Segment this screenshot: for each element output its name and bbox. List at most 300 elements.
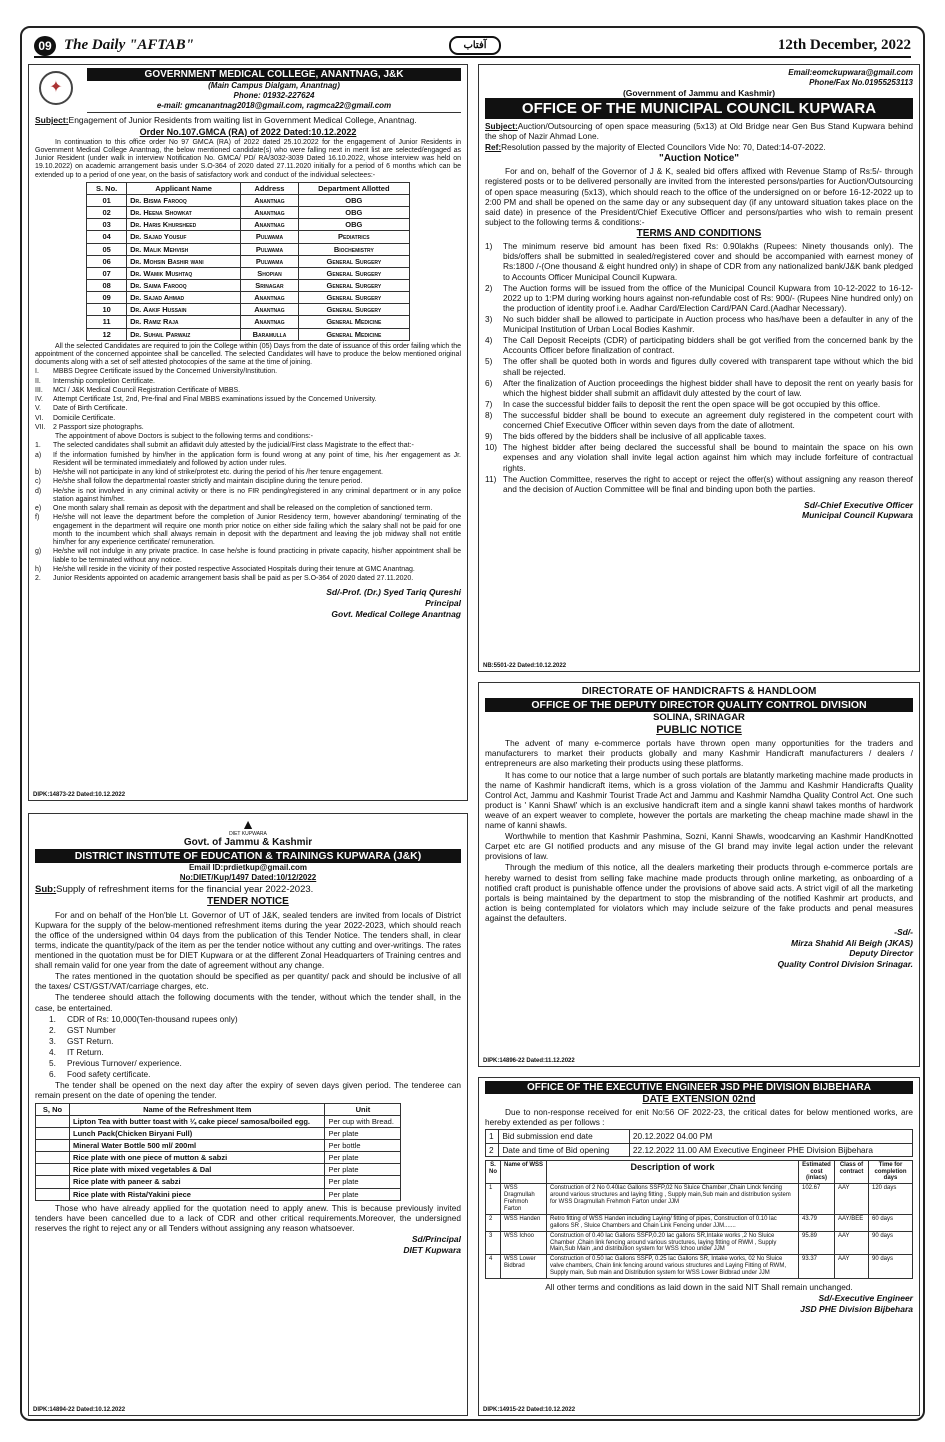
table-row-cell: 08 <box>87 279 127 291</box>
diet-p5: Those who have already applied for the quotation need to apply anew. This is because previously invited tenders have been cancelled due to a lack of CDR and other critical requirements.Moreover, the undersigned reserves the right to reject any or all Tenders without assigning any reason whatsoever. <box>35 1202 461 1233</box>
table-row-cell: 2 <box>486 1143 499 1156</box>
hand-t1: DIRECTORATE OF HANDICRAFTS & HANDLOOM <box>581 686 817 697</box>
term-item-num: 1) <box>485 241 493 252</box>
table-row <box>87 304 410 316</box>
table-row-cell: AAY/BEE <box>835 1214 869 1231</box>
table-row-cell: 20.12.2022 04.00 PM <box>629 1130 912 1143</box>
table-row-cell: Dr. Ramiz Raja <box>127 316 241 328</box>
doc-item-num: 3. <box>49 1035 56 1046</box>
term-item-text: If the information furnished by him/her in the application form is found wrong at any point of time, his /her engagement as Jr. Resident will be terminated immediately and followed by action under rules. <box>53 451 461 467</box>
gmc-order: Order No.107.GMCA (RA) of 2022 Dated:10.12.2022 <box>139 126 357 137</box>
term-item-num: 2) <box>485 282 493 293</box>
handicrafts-notice <box>478 682 920 1067</box>
table-row <box>87 194 410 206</box>
term-item <box>485 431 913 441</box>
table-row-cell: Dr. Sajad Ahmad <box>127 292 241 304</box>
table-row-cell: Dr. Sajad Yousuf <box>127 231 241 243</box>
doc-item-text: Previous Turnover/ experience. <box>67 1058 182 1069</box>
table-row-cell: 90 days <box>869 1255 913 1279</box>
term-item-num: 5) <box>485 356 493 367</box>
doc-item <box>35 396 461 404</box>
table-row-cell: Rice plate with one piece of mutton & sabzi <box>70 1152 325 1164</box>
diet-th-sno: S, No <box>36 1103 70 1115</box>
mck-intro: For and on, behalf of the Governor of J & K, sealed bid offers affixed with Revenue Stamp of Rs:5/- through registered posts or to be delivered personally are invited from the interested persons/parties for Auction/Outsourcing of open space measuring (5x13), which should reach to the office of the undersigned on or before 16-12-2022 up to 2:00 PM and shall be opened on the same day or any subsequent day (if any untoward situation takes place on the said date) in presence of the President/Chief Executive Officer and persons/parties who wish to remain present subject to the following terms & conditions:- <box>485 166 913 227</box>
term-item <box>35 469 461 477</box>
term-item-text: Junior Residents appointed on academic arrangement basis shall be paid as per S.O-364 of 2020 dated 27.11.2020. <box>53 575 414 583</box>
diet-logo-text: DIET KUPWARA <box>229 831 267 837</box>
term-item-num: c) <box>35 478 41 486</box>
table-row <box>36 1176 401 1188</box>
term-item <box>485 241 913 281</box>
doc-item-text: Attempt Certificate 1st, 2nd, Pre-final and Final MBBS examinations issued by the Concerned University. <box>53 396 377 404</box>
table-row-cell: Lunch Pack(Chicken Biryani Full) <box>70 1127 325 1139</box>
doc-item-num: 6. <box>49 1069 56 1080</box>
diet-p2: The rates mentioned in the quotation should be specified as per quantity/ pack and should be inclusive of all the taxes/ CST/GST/VAT/carriage charges, etc. <box>35 971 461 992</box>
mck-govt: (Government of Jammu and Kashmir) <box>622 87 776 98</box>
table-row-cell: Rice plate with mixed vegetables & Dal <box>70 1164 325 1176</box>
doc-item <box>35 378 461 386</box>
term-item <box>485 474 913 494</box>
term-item <box>35 488 461 505</box>
gmc-notice <box>28 64 468 801</box>
mck-title: OFFICE OF THE MUNICIPAL COUNCIL KUPWARA <box>485 98 913 119</box>
term-item-num: 7) <box>485 398 493 409</box>
term-item-num: 4) <box>485 335 493 346</box>
doc-item-num: 1. <box>49 1013 56 1024</box>
diet-email: Email ID:prdietkup@gmail.com <box>188 863 308 873</box>
table-row-cell: Retro fitting of WSS Handen including Laying/ fitting of pipes, Construction of 0.10 lac gallons SR , Sluice Chambers and Chain Link Fencing under JJM....... <box>547 1214 799 1231</box>
doc-item <box>49 1069 461 1079</box>
gmc-sig-org: Govt. Medical College Anantnag <box>331 608 461 619</box>
doc-item <box>49 1025 461 1035</box>
table-row-cell: General Surgery <box>298 304 409 316</box>
table-row-cell: 1 <box>486 1130 499 1143</box>
gmc-intro: In continuation to this office order No 97 GMCA (RA) of 2022 dated 25.10.2022 for the engagement of Junior Residents in Government Medical College Anantnag, the below mentioned candidate(s) who were falling next in merit list are selected/engaged as Junior Resident (under walk in interview Notification No. GMCA/ PD/ RA/3032-3039 Dated 16.10.2022, whose interview was held on 19.10.2022) on academic arrangement basis under S.O-364 of 2020 dated 27.11.2020 initially for a period of 6 months which can be extended up to a period of one year, on the basis of satisfactory work and conduct of the individual selectees:- <box>35 138 461 179</box>
table-row-cell: Rice plate with paneer & sabzi <box>70 1176 325 1188</box>
mck-sig-org: Municipal Council Kupwara <box>802 510 913 521</box>
term-item-num: b) <box>35 469 42 477</box>
term-item-num: 1. <box>35 442 41 450</box>
mck-notice <box>478 64 920 672</box>
table-row-cell <box>36 1164 70 1176</box>
table-row <box>87 279 410 291</box>
paper-logo: آفتاب <box>449 36 501 55</box>
diet-sig-org: DIET Kupwara <box>403 1244 461 1255</box>
table-row <box>36 1127 401 1139</box>
table-row-cell: Baramulla <box>241 328 299 340</box>
table-row-cell: Pulwama <box>241 231 299 243</box>
table-row-cell: WSS Handen <box>501 1214 547 1231</box>
table-row-cell: 93.37 <box>799 1255 835 1279</box>
diet-p1: For and on behalf of the Hon'ble Lt. Governor of UT of J&K, sealed tenders are invited from locals of District Kupwara for the supply of the below-mentioned refreshment items during the year 2022-2023, which should reach the office of the undersigned within 04 days from the publication of this Tender Notice. The tenders shall, in clear terms, indicate the quantity/pack of the item as per the tender notice without any cutting and over-writings. The rates mentioned in the quotation must be for DIET Kupwara or at the different Zonal Headquarters of Training centres and shall remain valid for one year from the date of agreement without any change. <box>35 909 461 971</box>
term-item <box>485 356 913 376</box>
table-row <box>87 316 410 328</box>
table-row-cell: Construction of 2 No 0.40lac Gallons SSFP,02 No Sluice Chamber ,Chain Linck fencing around various structures and laying fitting , Supply main,Sub main and distribution system for WSS Dragmullah Frehmoh Farton under JJM <box>547 1184 799 1215</box>
mck-subject-label: Subject: <box>485 120 518 131</box>
table-row-cell: 02 <box>87 207 127 219</box>
term-item-num: 10) <box>485 442 497 453</box>
table-row-cell: General Surgery <box>298 267 409 279</box>
mck-phone: Phone/Fax No.01955253113 <box>809 77 913 87</box>
doc-item <box>35 415 461 423</box>
term-item <box>35 575 461 583</box>
doc-item-text: CDR of Rs: 10,000(Ten-thousand rupees only) <box>67 1013 238 1024</box>
doc-item-text: 2 Passport size photographs. <box>53 423 144 431</box>
term-item <box>35 548 461 565</box>
doc-item-num: I. <box>35 368 39 376</box>
diet-sub-label: Sub: <box>35 883 57 895</box>
mck-ref: Resolution passed by the majority of Elected Councilors Vide No: 70, Dated:14-07-2022. <box>501 142 826 153</box>
phe-th-cost: Estimated cost (inlacs) <box>799 1160 835 1184</box>
table-row-cell: 4 <box>486 1255 501 1279</box>
table-row <box>87 267 410 279</box>
table-row-cell: Dr. Heena Showkat <box>127 207 241 219</box>
doc-item-num: VII. <box>35 423 46 431</box>
table-row-cell: 60 days <box>869 1214 913 1231</box>
table-row <box>87 231 410 243</box>
table-row-cell: 90 days <box>869 1231 913 1255</box>
phe-th-sno: S. No <box>486 1160 501 1184</box>
doc-item <box>35 405 461 413</box>
doc-item-text: GST Return. <box>67 1035 114 1046</box>
term-item <box>485 442 913 472</box>
table-row-cell: Dr. Bisma Farooq <box>127 194 241 206</box>
table-row-cell: 102.67 <box>799 1184 835 1215</box>
term-item-num: a) <box>35 451 42 459</box>
doc-item-text: IT Return. <box>67 1046 104 1057</box>
term-item-text: The Call Deposit Receipts (CDR) of participating bidders shall be got verified from the concerned bank by the Accounts Officer before finalization of contract. <box>503 335 913 356</box>
gmc-th-address: Address <box>241 182 299 194</box>
table-row-cell: Per plate <box>325 1152 401 1164</box>
doc-item-text: Domicile Certificate. <box>53 414 116 422</box>
term-item <box>485 283 913 313</box>
diet-sub: Supply of refreshment items for the financial year 2022-2023. <box>56 883 314 895</box>
table-row-cell: 04 <box>87 231 127 243</box>
term-item-num: 6) <box>485 377 493 388</box>
table-row <box>486 1255 913 1279</box>
diet-th-unit: Unit <box>325 1103 401 1115</box>
table-row-cell: Construction of 0.40 lac Gallons SSFP,0.20 lac gallons SR,Intake works ,2 No Sluice Chamber ,Chain link fencing around various structures, laying fitting of RWM , Supply Main,Sub Main ,and distribution system for WSS Ichoo under JJM <box>547 1231 799 1255</box>
term-item-text: After the finalization of Auction proceedings the highest bidder shall have to deposit the rent on yearly basis for which the highest bidder shall submit an affidavit duly attested by the court of law. <box>503 377 913 398</box>
table-row <box>486 1231 913 1255</box>
table-row-cell: Dr. Mohsin Bashir wani <box>127 255 241 267</box>
table-row-cell: Per cup with Bread. <box>325 1115 401 1127</box>
gmc-sig-role: Principal <box>425 598 461 609</box>
diet-title: DISTRICT INSTITUTE OF EDUCATION & TRAININGS KUPWARA (J&K) <box>35 849 461 863</box>
table-row-cell: 95.89 <box>799 1231 835 1255</box>
table-row-cell <box>36 1127 70 1139</box>
table-row-cell: AAY <box>835 1231 869 1255</box>
hand-sig-sd: -Sd/- <box>894 927 913 938</box>
gmc-subject: Engagement of Junior Residents from waiting list in Government Medical College, Anantnag. <box>68 115 417 126</box>
table-row <box>87 219 410 231</box>
table-row <box>36 1139 401 1151</box>
doc-item-num: III. <box>35 386 43 394</box>
term-item <box>35 514 461 547</box>
diet-p3: The tenderee should attach the following documents with the tender, without which the tender shall, in the case, be entertained. <box>35 992 461 1013</box>
table-row-cell: Dr. Aakif Hussain <box>127 304 241 316</box>
diet-number: No:DIET/Kup/1497 Dated:10/12/2022 <box>179 873 317 883</box>
doc-item <box>49 1058 461 1068</box>
table-row-cell: General Surgery <box>298 292 409 304</box>
table-row-cell: Dr. Wamik Mushtaq <box>127 267 241 279</box>
table-row-cell: Per plate <box>325 1188 401 1200</box>
term-item-num: 3) <box>485 313 493 324</box>
doc-item-num: 4. <box>49 1046 56 1057</box>
term-item-num: e) <box>35 505 42 513</box>
term-item <box>35 478 461 486</box>
gmc-seal-icon: ✦ <box>39 71 73 105</box>
term-item-text: The bids offered by the bidders shall be inclusive of all applicable taxes. <box>503 431 767 442</box>
table-row <box>87 328 410 340</box>
term-item <box>35 442 461 450</box>
table-row-cell: Dr. Malik Mehvish <box>127 243 241 255</box>
table-row <box>87 292 410 304</box>
gmc-dipk: DIPK:14873-22 Dated:10.12.2022 <box>33 792 126 798</box>
term-item-text: He/she will not participate in any kind of strike/protest etc. during the period of his /her tenure engagement. <box>53 469 383 477</box>
issue-date: 12th December, 2022 <box>777 37 911 53</box>
term-item <box>485 335 913 355</box>
term-item-text: The Auction forms will be issued from the office of the Municipal Council Kupwara from 10-12-2022 to 16-12-2022 up to 1:PM during working hours against non-refundable cost of Rs: 900/- (Rupees Nine hundred only) on the production of identity proof i.e. Aadhar Card/Election Card/PAN Card.(Aadhar Necessary). <box>503 282 913 313</box>
doc-item-num: 2. <box>49 1024 56 1035</box>
table-row-cell <box>36 1188 70 1200</box>
table-row <box>486 1130 913 1143</box>
phe-th-wss: Name of WSS <box>501 1160 547 1184</box>
term-item <box>485 399 913 409</box>
doc-item-num: VI. <box>35 414 44 422</box>
doc-item <box>35 424 461 432</box>
table-row-cell: Construction of 0.50 lac Gallons SSFP, 0.25 lac Gallons SR, Intake works, 02 No Sluice valve chambers, Chain link fencing around various structures and Laying Fitting of RWM, Supply main, Sub main and Distribution system for WSS Lower Bidbrad under JJM <box>547 1255 799 1279</box>
table-row-cell: 2 <box>486 1214 501 1231</box>
term-item-text: The offer shall be quoted both in words and figures dully covered with transparent tape without which the bid shall be rejected. <box>503 356 913 377</box>
doc-item <box>49 1047 461 1057</box>
term-item <box>485 378 913 398</box>
term-item-text: The minimum reserve bid amount has been fixed Rs: 0.90lakhs (Rupees: Ninety thousands only). The bids/offers shall be submitted in sealed/registered cover and should be accompanied with earnest money of Rs:1800 /-(One thousand & eight hundred only) in shape of CDR from any nationalized bank/J&K bank pledged to Accounts Officer Municipal Council Kupwara. <box>503 241 913 282</box>
table-row-cell: Anantnag <box>241 194 299 206</box>
gmc-address: (Main Campus Dialgam, Anantnag) <box>208 81 340 90</box>
term-item <box>35 505 461 513</box>
table-row-cell: 3 <box>486 1231 501 1255</box>
hand-p2: It has come to our notice that a large number of such portals are blatantly marketing machine made products in the name of Kashmir handicraft items, which is a gross violation of the Jammu and Kashmir Handicrafts Quality Control Act, Jammu and Kashmir Tourist Trade Act and Jammu and Kashmir Namdha Quality Control Act. One such product is ' Kanni Shawl' which is an exclusive handicraft item and a single kanni shawl takes months of hardwork weave of an expert weaver to complete, however the portals are marketing the cheap machine made shawl in the name of kanni shawls. <box>485 769 913 831</box>
table-row-cell: Anantnag <box>241 304 299 316</box>
table-row-cell: Anantnag <box>241 207 299 219</box>
diet-dipk: DIPK:14894-22 Dated:10.12.2022 <box>33 1407 126 1413</box>
mck-email: Email:eomckupwara@gmail.com <box>788 68 913 77</box>
term-item-num: 11) <box>485 473 497 484</box>
table-row-cell: Date and time of Bid opening <box>499 1143 630 1156</box>
gmc-table <box>86 182 410 341</box>
table-row <box>87 207 410 219</box>
term-item <box>485 410 913 430</box>
hand-p3: Worthwhile to mention that Kashmir Pashmina, Sozni, Kanni Shawls, woodcarving an Kashmir HandKnotted Carpet etc are GI notified products and any misuse of the GI brand may invite legal action under the relevant provisions of law. <box>485 831 913 862</box>
phe-sig-org: JSD PHE Division Bijbehara <box>800 1303 913 1314</box>
term-item-text: No such bidder shall be allowed to participate in Auction process who has/have been a defaulter in any of the Municipal Institution of Urban Local Bodies Kashmir. <box>503 313 913 335</box>
table-row-cell: Srinagar <box>241 279 299 291</box>
table-row-cell: Mineral Water Bottle 500 ml/ 200ml <box>70 1139 325 1151</box>
gmc-terms-intro: The appointment of above Doctors is subject to the following terms and conditions:- <box>55 433 313 441</box>
diet-table <box>35 1103 401 1201</box>
doc-item-num: IV. <box>35 396 43 404</box>
hand-sig-name: Mirza Shahid Ali Beigh (JKAS) <box>790 937 913 948</box>
table-row-cell: WSS Dragmullah Frehmoh Farton <box>501 1184 547 1215</box>
doc-item <box>35 387 461 395</box>
term-item-num: 2. <box>35 575 41 583</box>
phe-intro: Due to non-response received for enit No:56 OF 2022-23, the critical dates for below mentioned works, are hereby extended as per follows : <box>485 1107 913 1128</box>
table-row <box>87 255 410 267</box>
gmc-title: GOVERNMENT MEDICAL COLLEGE, ANANTNAG, J&K <box>87 68 461 81</box>
gmc-th-name: Applicant Name <box>127 182 241 194</box>
diet-logo: ▲ <box>241 816 255 832</box>
table-row-cell: OBG <box>298 194 409 206</box>
doc-item-text: GST Number <box>67 1024 116 1035</box>
doc-item-text: MCI / J&K Medical Council Registration Certificate of MBBS. <box>53 386 241 394</box>
table-row-cell: 05 <box>87 243 127 255</box>
hand-t4: PUBLIC NOTICE <box>656 723 742 736</box>
hand-sig-role: Deputy Director <box>849 948 913 959</box>
phe-dipk: DIPK:14915-22 Dated:10.12.2022 <box>483 1407 576 1413</box>
gmc-th-sno: S. No. <box>87 182 127 194</box>
mck-terms-title: TERMS AND CONDITIONS <box>636 228 762 240</box>
table-row <box>486 1143 913 1156</box>
hand-t3: SOLINA, SRINAGAR <box>653 712 745 724</box>
diet-tender-notice: TENDER NOTICE <box>207 896 289 908</box>
table-row-cell: Per plate <box>325 1164 401 1176</box>
gmc-phone: Phone: 01932-227624 <box>233 90 315 100</box>
table-row-cell: Anantnag <box>241 292 299 304</box>
table-row-cell: Pediatrics <box>298 231 409 243</box>
table-row-cell: AAY <box>835 1184 869 1215</box>
term-item-text: In case the successful bidder fails to deposit the rent the open space will be got occupied by this office. <box>503 398 881 409</box>
table-row-cell: General Surgery <box>298 279 409 291</box>
diet-p4: The tender shall be opened on the next day after the expiry of seven days given period. The tenderee can remain present on the date of opening the tender. <box>35 1080 461 1101</box>
table-row-cell: Per plate <box>325 1127 401 1139</box>
table-row-cell: OBG <box>298 219 409 231</box>
table-row-cell: Dr. Haris Khursheed <box>127 219 241 231</box>
table-row-cell: WSS Lower Bidbrad <box>501 1255 547 1279</box>
doc-item-text: Food safety certificate. <box>67 1069 151 1080</box>
table-row-cell: Per bottle <box>325 1139 401 1151</box>
mck-sig-role: Sd/-Chief Executive Officer <box>804 499 913 510</box>
term-item <box>35 452 461 469</box>
term-item-num: 8) <box>485 409 493 420</box>
phe-th-time: Time for completion days <box>869 1160 913 1184</box>
diet-notice <box>28 813 468 1416</box>
phe-th-desc: Description of work <box>547 1160 799 1184</box>
table-row-cell: Pulwama <box>241 243 299 255</box>
doc-item-num: 5. <box>49 1058 56 1069</box>
mck-auction-notice: "Auction Notice" <box>658 153 740 165</box>
term-item-text: He/she shall follow the departmental roaster strictly and maintain discipline during the tenure period. <box>53 478 363 486</box>
term-item <box>35 566 461 574</box>
term-item-text: The selected candidates shall submit an affidavit duly attested by the judicial/First class Magistrate to the effect that:- <box>53 442 414 450</box>
table-row-cell: 09 <box>87 292 127 304</box>
table-row-cell: 43.79 <box>799 1214 835 1231</box>
phe-works-table <box>485 1160 913 1279</box>
table-row-cell: General Surgery <box>298 255 409 267</box>
table-row-cell: Rice plate with Rista/Yakini piece <box>70 1188 325 1200</box>
gmc-th-dept: Department Allotted <box>298 182 409 194</box>
term-item-text: The Auction Committee, reserves the right to accept or reject the offer(s) without assigning any reason thereof and the decision of Auction Committee will be final and binding upon both the parties. <box>503 473 913 494</box>
table-row-cell: 01 <box>87 194 127 206</box>
table-row-cell: 120 days <box>869 1184 913 1215</box>
mck-dipk: NB:5501-22 Dated:10.12.2022 <box>483 663 567 669</box>
phe-footer: All other terms and conditions as laid down in the said NIT Shall remain unchanged. <box>545 1281 853 1292</box>
doc-item-text: Internship completion Certificate. <box>53 377 155 385</box>
term-item-text: He/she will reside in the vicinity of their posted respective Associated Hospitals during their tenure at GMC Anantnag. <box>53 565 415 573</box>
hand-sig-org: Quality Control Division Srinagar. <box>777 959 913 970</box>
table-row-cell <box>36 1139 70 1151</box>
table-row-cell: 12 <box>87 328 127 340</box>
table-row-cell: General Medicine <box>298 316 409 328</box>
doc-item <box>49 1014 461 1024</box>
diet-th-item: Name of the Refreshment Item <box>70 1103 325 1115</box>
table-row-cell: Bid submission end date <box>499 1130 630 1143</box>
doc-item <box>49 1036 461 1046</box>
table-row-cell <box>36 1115 70 1127</box>
diet-govt: Govt. of Jammu & Kashmir <box>183 837 313 849</box>
term-item-text: The successful bidder shall be bound to execute an agreement duly registered in the competent court with concerned Chief Executive Officer within seven days from the date of allotment. <box>503 409 913 431</box>
hand-p1: The advent of many e-commerce portals have thrown open many opportunities for the traders and manufacturers to market their products globally and many Kashmir Handicraft manufacturers / dealers / entrepreneurs are also marketing their products using these platforms. <box>485 738 913 769</box>
phe-notice <box>478 1077 920 1416</box>
gmc-email: e-mail: gmcanantnag2018@gmail.com, ragmca22@gmail.com <box>87 101 461 114</box>
table-row-cell <box>36 1152 70 1164</box>
gmc-after-table: All the selected Candidates are required to join the College within (05) Days from the date of issuance of this order failing which the appointment of the concerned appointee shall be cancelled. The selected Candidates will have to produce the below mentioned original documents along with a set of self attested photocopies of the same at the time of joining. <box>35 342 461 367</box>
term-item-num: f) <box>35 514 40 522</box>
mck-ref-label: Ref: <box>485 142 502 153</box>
phe-title: OFFICE OF THE EXECUTIVE ENGINEER JSD PHE DIVISION BIJBEHARA <box>485 1081 913 1094</box>
table-row-cell: 07 <box>87 267 127 279</box>
table-row <box>36 1115 401 1127</box>
table-row-cell: Anantnag <box>241 316 299 328</box>
table-row-cell: 1 <box>486 1184 501 1215</box>
term-item-num: h) <box>35 565 42 573</box>
hand-p4: Through the medium of this notice, all the dealers marketing their products through e-commerce portals are hereby warned to desist from selling fake machine made products through online marketing, as onboarding of a notified craft product is punishable offence under the provisions of above said acts. A strict vigil of all the marketing portals is being maintained by the department to stop the misbranding of the notified Kashmir art products, and action is being contemplated for violators which may include seizure of the fake products and penal measures against the defaulters. <box>485 862 913 924</box>
table-row-cell: WSS Ichoo <box>501 1231 547 1255</box>
gmc-sig-name: Sd/-Prof. (Dr.) Syed Tariq Qureshi <box>326 587 461 598</box>
phe-sig-role: Sd/-Executive Engineer <box>818 1293 913 1304</box>
table-row-cell: 10 <box>87 304 127 316</box>
table-row-cell: Lipton Tea with butter toast with ¼ cake piece/ samosa/boiled egg. <box>70 1115 325 1127</box>
hand-dipk: DIPK:14896-22 Dated:11.12.2022 <box>483 1058 575 1064</box>
table-row-cell: 06 <box>87 255 127 267</box>
page-number: 09 <box>34 36 56 56</box>
phe-sub: DATE EXTENSION 02nd <box>642 1094 756 1105</box>
table-row-cell: Dr. Suhail Parwaiz <box>127 328 241 340</box>
table-row-cell: Dr. Saima Farooq <box>127 279 241 291</box>
mck-subject: Auction/Outsourcing of open space measuring (5x13) at Old Bridge near Gen Bus Stand Kupwara behind the shop of Nazir Ahmad Lone. <box>485 120 913 141</box>
table-row-cell: General Medicine <box>298 328 409 340</box>
table-row <box>87 243 410 255</box>
term-item-text: He/she will not leave the department before the completion of Junior Residency term, however abandoning/ terminating of the engagement in the department will require one month prior notice on either side failing which the salary shall not be paid for one month to the incumbent which shall always remain in deposit with the department and leaving the job midway shall not entitle him/her for any experience certificate/ remuneration. <box>53 514 461 547</box>
doc-item-num: V. <box>35 405 41 413</box>
diet-sig-role: Sd/Principal <box>411 1233 461 1244</box>
term-item-text: He/she will not indulge in any private practice. In case he/she is found practicing in private capacity, his/her appointment shall be liable to be terminated without any notice. <box>53 548 461 564</box>
table-row <box>36 1188 401 1200</box>
doc-item-num: II. <box>35 377 41 385</box>
table-row-cell: Biochemistry <box>298 243 409 255</box>
gmc-subject-label: Subject: <box>35 115 69 126</box>
table-row-cell: OBG <box>298 207 409 219</box>
table-row-cell: Per plate <box>325 1176 401 1188</box>
term-item-num: g) <box>35 548 42 556</box>
phe-th-class: Class of contract <box>835 1160 869 1184</box>
doc-item-text: Date of Birth Certificate. <box>53 405 128 413</box>
doc-item <box>35 368 461 376</box>
term-item-text: He/she is not involved in any criminal activity or there is no FIR pending/registered in any criminal department or in any police station against him/her. <box>53 487 461 503</box>
table-row-cell: 11 <box>87 316 127 328</box>
term-item <box>485 314 913 334</box>
term-item-num: d) <box>35 487 42 495</box>
